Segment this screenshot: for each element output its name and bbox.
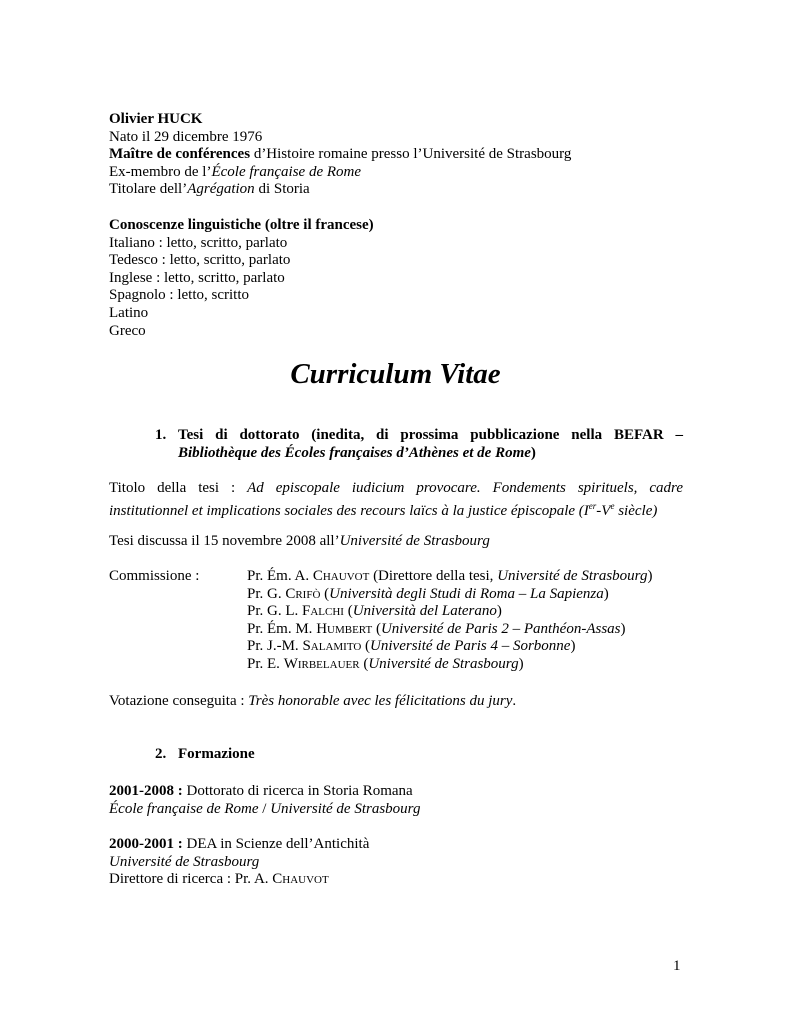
author-name: Olivier HUCK bbox=[109, 111, 203, 127]
language-item: Italiano : letto, scritto, parlato bbox=[109, 234, 288, 251]
thesis-title: Titolo della tesi : Ad episcopale iudicium provocare. Fondements spirituels, cadre institutionnel et implications sociales des recours laïcs à la justice épiscopale (Ier-Ve siècle) bbox=[109, 480, 683, 519]
birth-date: Nato il 29 dicembre 1976 bbox=[109, 128, 263, 145]
languages bbox=[109, 217, 374, 340]
education-entry: 2000-2001 : DEA in Scienze dell’Antichità Université de Strasbourg Direttore di ricerca : Pr. A. Chauvot bbox=[109, 836, 370, 888]
language-item: Inglese : letto, scritto, parlato bbox=[109, 269, 285, 286]
language-item: Greco bbox=[109, 322, 146, 339]
document-title: Curriculum Vitae bbox=[290, 358, 501, 390]
grade: Votazione conseguita : Très honorable avec les félicitations du jury. bbox=[109, 693, 517, 709]
committee-member: Pr. G. Crifò (Università degli Studi di Roma – La Sapienza) bbox=[247, 585, 609, 602]
defense-date: Tesi discussa il 15 novembre 2008 all’Université de Strasbourg bbox=[109, 533, 490, 549]
section-2-heading: 2. Formazione bbox=[155, 746, 255, 762]
section-1-heading: 1. Tesi di dottorato (inedita, di prossima pubblicazione nella BEFAR – Bibliothèque des Écoles françaises d’Athènes et de Rome) bbox=[155, 427, 683, 461]
position: Maître de conférences d’Histoire romaine presso l’Université de Strasbourg bbox=[109, 146, 572, 163]
languages-heading: Conoscenze linguistiche (oltre il francese) bbox=[109, 217, 374, 233]
committee-label: Commissione : bbox=[109, 568, 200, 584]
committee-member: Pr. Ém. M. Humbert (Université de Paris 2 – Panthéon-Assas) bbox=[247, 620, 626, 637]
language-item: Tedesco : letto, scritto, parlato bbox=[109, 252, 291, 269]
education-entry: 2001-2008 : Dottorato di ricerca in Storia Romana École française de Rome / Université de Strasbourg bbox=[109, 783, 421, 817]
language-item: Spagnolo : letto, scritto bbox=[109, 287, 249, 304]
page-number: 1 bbox=[673, 958, 681, 974]
committee-member: Pr. Ém. A. Chauvot (Direttore della tesi, Université de Strasbourg) bbox=[247, 568, 653, 584]
agregation: Titolare dell’Agrégation di Storia bbox=[109, 181, 310, 198]
personal-info bbox=[109, 111, 571, 199]
committee-member: Pr. J.-M. Salamito (Université de Paris 4 – Sorbonne) bbox=[247, 638, 576, 655]
committee-member: Pr. E. Wirbelauer (Université de Strasbourg) bbox=[247, 655, 524, 672]
committee-member: Pr. G. L. Falchi (Università del Laterano) bbox=[247, 603, 502, 620]
language-item: Latino bbox=[109, 304, 149, 321]
former-member: Ex-membro de l’École française de Rome bbox=[109, 163, 361, 180]
